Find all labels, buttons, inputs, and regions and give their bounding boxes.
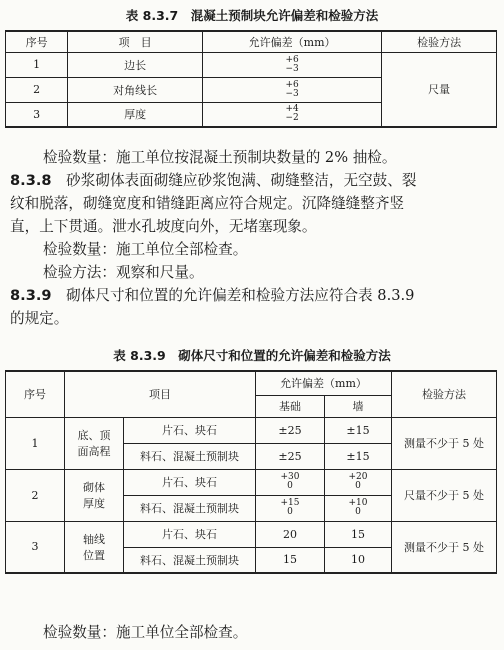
sub-item: 片石、块石 — [124, 417, 256, 443]
header-item: 项 目 — [68, 31, 203, 52]
row-tolerance: +4 −2 — [202, 102, 381, 127]
sub-item: 片石、块石 — [124, 521, 256, 547]
group-no: 2 — [6, 469, 65, 521]
header-item: 项目 — [65, 371, 256, 417]
base-value: 20 — [256, 521, 325, 547]
header-wall: 墙 — [325, 395, 392, 417]
table-839 — [5, 370, 497, 574]
row-no: 1 — [6, 52, 68, 77]
sub-item: 料石、混凝土预制块 — [124, 495, 256, 521]
inspection-method-2: 检验方法：观察和尺量。 — [43, 264, 204, 281]
row-tolerance: +6 −3 — [202, 77, 381, 102]
group-name: 底、顶 面高程 — [65, 417, 124, 469]
wall-value: ±15 — [325, 417, 392, 443]
table-837 — [5, 30, 497, 128]
row-no: 2 — [6, 77, 68, 102]
wall-value: +20 0 — [325, 469, 392, 495]
table-839-title: 表 8.3.9 砌体尺寸和位置的允许偏差和检验方法 — [113, 348, 391, 363]
group-no: 3 — [6, 521, 65, 573]
method-cell: 尺量不少于 5 处 — [392, 469, 497, 521]
row-item: 厚度 — [68, 102, 203, 127]
wall-value: 10 — [325, 547, 392, 573]
sub-item: 片石、块石 — [124, 469, 256, 495]
inspection-quantity-3: 检验数量：施工单位全部检查。 — [43, 624, 248, 641]
clause-839: 8.3.9 砌体尺寸和位置的允许偏差和检验方法应符合表 8.3.9 — [10, 287, 415, 304]
header-tolerance: 允许偏差（mm） — [256, 371, 392, 395]
inspection-quantity-1: 检验数量：施工单位按混凝土预制块数量的 2% 抽检。 — [43, 149, 397, 166]
header-tolerance: 允许偏差（mm） — [202, 31, 381, 52]
method-cell: 测量不少于 5 处 — [392, 417, 497, 469]
clause-838: 8.3.8 砂浆砌体表面砌缝应砂浆饱满、砌缝整洁，无空鼓、裂 — [10, 172, 417, 189]
row-tolerance: +6 −3 — [202, 52, 381, 77]
clause-838-line2: 纹和脱落，砌缝宽度和错缝距离应符合规定。沉降缝缝整齐竖 — [10, 195, 405, 212]
row-item: 边长 — [68, 52, 203, 77]
sub-item: 料石、混凝土预制块 — [124, 443, 256, 469]
header-base: 基础 — [256, 395, 325, 417]
wall-value: ±15 — [325, 443, 392, 469]
group-name: 轴线 位置 — [65, 521, 124, 573]
inspection-quantity-2: 检验数量：施工单位全部检查。 — [43, 241, 248, 258]
group-name: 砌体 厚度 — [65, 469, 124, 521]
wall-value: 15 — [325, 521, 392, 547]
clause-838-line3: 直，上下贯通。泄水孔坡度向外，无堵塞现象。 — [10, 218, 317, 235]
row-item: 对角线长 — [68, 77, 203, 102]
clause-number: 8.3.8 — [10, 172, 52, 189]
base-value: +15 0 — [256, 495, 325, 521]
wall-value: +10 0 — [325, 495, 392, 521]
sub-item: 料石、混凝土预制块 — [124, 547, 256, 573]
base-value: 15 — [256, 547, 325, 573]
method-cell: 尺量 — [382, 52, 497, 127]
method-cell: 测量不少于 5 处 — [392, 521, 497, 573]
header-method: 检验方法 — [392, 371, 497, 417]
row-no: 3 — [6, 102, 68, 127]
clause-number: 8.3.9 — [10, 287, 52, 304]
base-value: ±25 — [256, 417, 325, 443]
base-value: +30 0 — [256, 469, 325, 495]
header-no: 序号 — [6, 371, 65, 417]
group-no: 1 — [6, 417, 65, 469]
table-837-title: 表 8.3.7 混凝土预制块允许偏差和检验方法 — [125, 8, 379, 23]
header-method: 检验方法 — [382, 31, 497, 52]
header-no: 序号 — [6, 31, 68, 52]
base-value: ±25 — [256, 443, 325, 469]
clause-839-line2: 的规定。 — [10, 310, 69, 327]
